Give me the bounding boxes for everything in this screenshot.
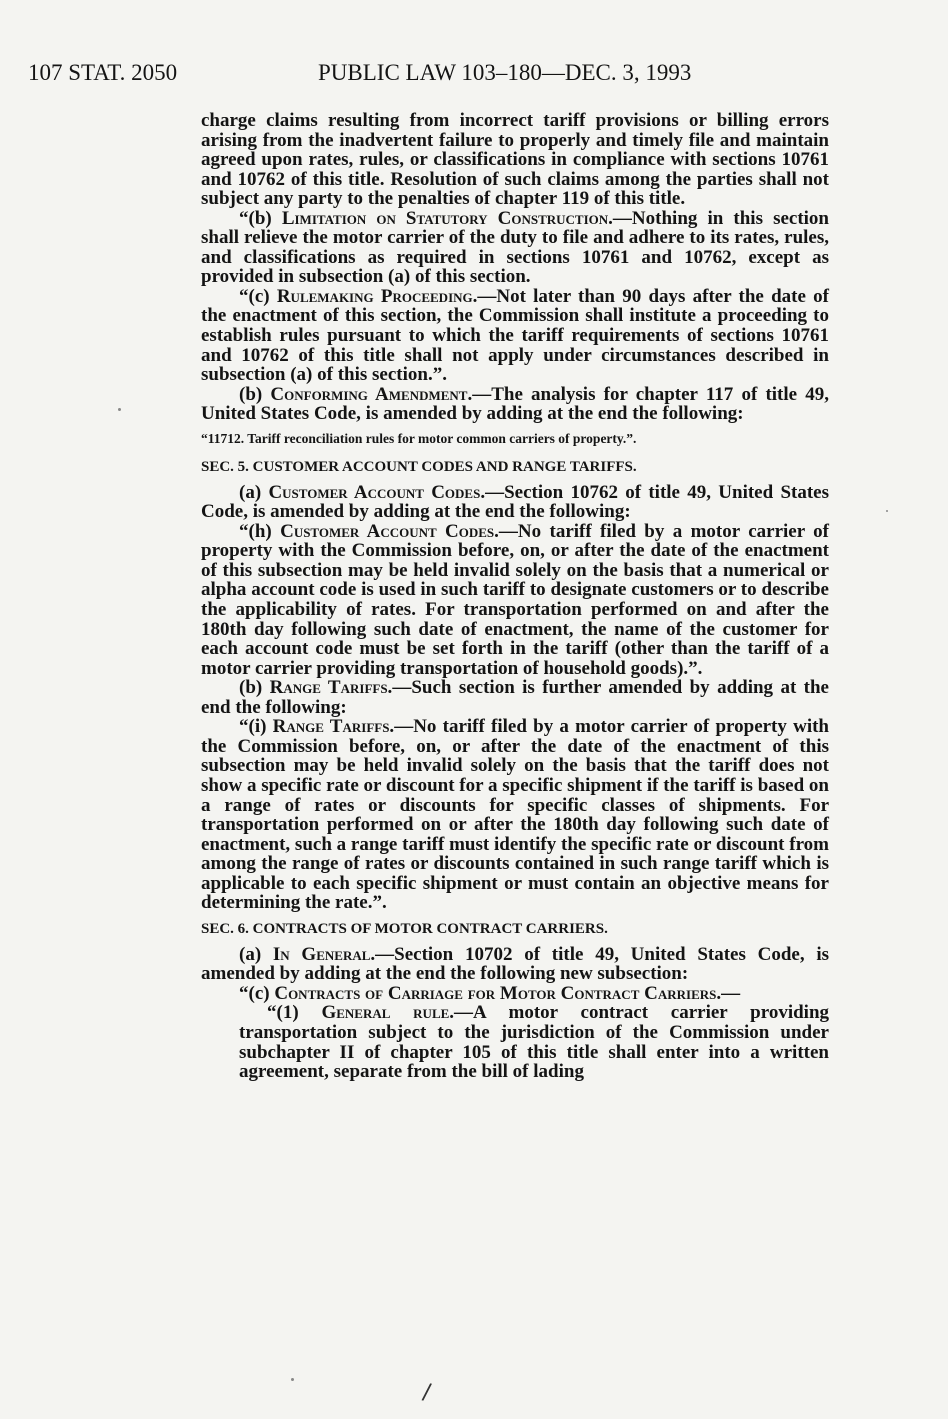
paragraph-1-marker: “(1) — [267, 1002, 322, 1024]
statute-text — [201, 111, 829, 1082]
contracts-marker: “(c) — [239, 982, 275, 1004]
section-6-heading: SEC. 6. CONTRACTS OF MOTOR CONTRACT CARRIERS. — [201, 920, 608, 937]
continued-paragraph: charge claims resulting from incorrect tariff provisions or billing errors arising from the inadvertent failure to properly and timely file and maintain agreed upon rates, rules, or classifications in compliance with sections 10761 and 10762 of this title. Resolution of such claims among the parties shall not subject any party to the penalties of chapter 119 of this title. — [201, 110, 829, 210]
section-5b-text: —Such section is further amended by adding at the end the following: — [201, 677, 829, 718]
subsection-i-text: —No tariff filed by a motor carrier of property with the Commission before, on, or after the date of the enactment of this subsection may be held invalid solely on the basis that the tariff does not show a specific rate or discount for a specific shipment if the tariff is based on a range of rates or discounts for specific classes of shipments. For transportation performed on or after the 180th day following such date of enactment, such a range tariff must identify the specific rate or discount from among the range of rates or discounts contained in such range tariff which is applicable to each specific shipment or must contain an objective means for determining the rate.”. — [201, 716, 829, 914]
subsection-h-heading: Customer Account Codes. — [280, 520, 499, 542]
scan-speck — [118, 408, 121, 411]
running-header — [28, 60, 908, 100]
subsection-h-customer-codes — [201, 522, 829, 678]
subsection-b-heading: Limitation on Statutory Construction. — [281, 207, 613, 229]
section-6a-in-general — [201, 945, 829, 984]
subsection-i-heading: Range Tariffs. — [272, 716, 395, 738]
subsection-i-marker: “(i) — [239, 716, 273, 738]
paragraph-1-general-rule — [239, 1003, 829, 1081]
subsection-b-limitation — [201, 209, 829, 287]
subsection-b-marker: “(b) — [239, 207, 282, 229]
conforming-heading: Conforming Amendment. — [270, 383, 473, 405]
contracts-text: — — [721, 982, 741, 1004]
paragraph-1-heading: General rule. — [321, 1002, 455, 1024]
subsection-i-range-tariffs — [201, 717, 829, 912]
subsection-c-rulemaking — [201, 287, 829, 385]
subsection-h-text: —No tariff filed by a motor carrier of property with the Commission before, on, or after the date of the enactment of this subsection may be held invalid solely on the basis that a numerical or alpha account code is used in such tariff to designate customers or to describe the applicability of rates. For transportation performed on and after the 180th day following such date of enactment, the name of the customer for each account code must be set forth in the tariff (other than the tariff of a motor carrier providing transportation of household goods).”. — [201, 520, 829, 679]
analysis-entry: “11712. Tariff reconciliation rules for motor common carriers of property.”. — [201, 430, 637, 446]
subsection-c-contracts — [201, 984, 829, 1004]
scan-pen-mark: / — [420, 1379, 433, 1406]
subsection-b-text: —Nothing in this section shall relieve the motor carrier of the duty to file and adhere to its rates, rules, and classifications as required in sections 10761 and 10762, except as provided in subsection (a) of this section. — [201, 207, 830, 288]
section-6a-text: —Section 10702 of title 49, United States Code, is amended by adding at the end the following new subsection: — [201, 943, 829, 985]
subsection-c-heading: Rulemaking Proceeding. — [276, 285, 478, 307]
section-5a-heading: Customer Account Codes. — [268, 481, 486, 503]
section-5-heading: SEC. 5. CUSTOMER ACCOUNT CODES AND RANGE TARIFFS. — [201, 458, 637, 475]
conforming-text: —The analysis for chapter 117 of title 49, United States Code, is amended by adding at the end the following: — [201, 383, 830, 425]
section-5b-marker: (b) — [239, 677, 270, 699]
scan-speck — [886, 510, 888, 512]
paragraph-1-text: —A motor contract carrier providing transportation subject to the jurisdiction of the Commission under subchapter II of chapter 105 of this title shall enter into a written agreement, separate from the bill of lading — [239, 1002, 830, 1083]
contracts-heading: Contracts of Carriage for Motor Contract Carriers. — [274, 982, 722, 1004]
scan-speck — [291, 1378, 294, 1381]
section-6a-marker: (a) — [239, 943, 273, 965]
conforming-amendment — [201, 385, 829, 424]
subsection-h-marker: “(h) — [239, 520, 281, 542]
statute-page-reference: 107 STAT. 2050 — [28, 60, 178, 85]
section-5b-range-tariffs — [201, 678, 829, 717]
section-5b-heading: Range Tariffs. — [269, 677, 393, 699]
subsection-c-marker: “(c) — [239, 285, 277, 307]
conforming-marker: (b) — [239, 383, 271, 405]
law-title: PUBLIC LAW 103–180—DEC. 3, 1993 — [318, 60, 692, 85]
section-5a-text: —Section 10762 of title 49, United States Code, is amended by adding at the end the following: — [201, 481, 829, 523]
section-5a-marker: (a) — [239, 481, 269, 503]
section-5a-customer-codes — [201, 483, 829, 522]
section-6a-heading: In General. — [272, 943, 376, 965]
subsection-c-text: —Not later than 90 days after the date of the enactment of this section, the Commission shall institute a proceeding to establish rules pursuant to which the tariff requirements of sections 10761 and 10762 of this title shall not apply under circumstances described in subsection (a) of this section.”. — [201, 285, 829, 386]
